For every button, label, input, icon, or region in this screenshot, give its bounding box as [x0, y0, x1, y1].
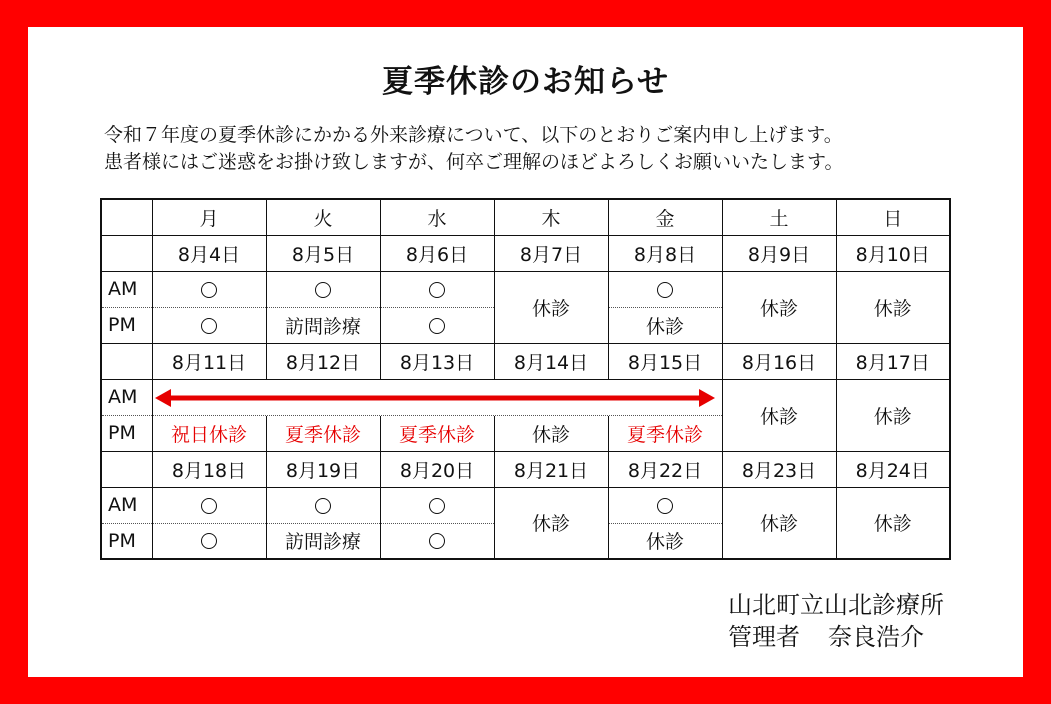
empty-cell: [101, 343, 152, 379]
date-row-week-2: [101, 343, 950, 379]
am-label: AM: [101, 487, 152, 523]
schedule-cell: [608, 271, 722, 307]
empty-cell: [101, 451, 152, 487]
circle-mark-icon: [657, 282, 673, 298]
pm-label: PM: [101, 307, 152, 343]
circle-mark-icon: [201, 318, 217, 334]
schedule-cell: 休診: [608, 307, 722, 343]
summer-closed-cell: 夏季休診: [380, 415, 494, 451]
date-cell: 8月17日: [836, 343, 950, 379]
am-row-week-3: [101, 487, 950, 523]
holiday-closed-cell: 祝日休診: [152, 415, 266, 451]
circle-mark-icon: [429, 318, 445, 334]
date-cell: 8月8日: [608, 235, 722, 271]
intro-line-2: 患者様にはご迷惑をお掛け致しますが、何卒ご理解のほどよろしくお願いいたします。: [104, 151, 844, 173]
schedule-cell: 休診: [608, 523, 722, 559]
schedule-cell: 休診: [722, 271, 836, 343]
schedule-cell: 休診: [836, 271, 950, 343]
summer-closed-cell: 夏季休診: [266, 415, 380, 451]
summer-closed-cell: 夏季休診: [608, 415, 722, 451]
schedule-cell: 休診: [722, 379, 836, 451]
day-thu: 木: [494, 199, 608, 235]
arrow-head-left: [155, 389, 171, 407]
am-label: AM: [101, 379, 152, 415]
schedule-cell: 休診: [722, 487, 836, 559]
schedule-cell: 休診: [836, 487, 950, 559]
manager-name: 奈良浩介: [828, 623, 924, 651]
day-mon: 月: [152, 199, 266, 235]
schedule-cell: [380, 523, 494, 559]
schedule-cell: [380, 487, 494, 523]
circle-mark-icon: [657, 498, 673, 514]
date-cell: 8月7日: [494, 235, 608, 271]
date-cell: 8月6日: [380, 235, 494, 271]
arrow-head-right: [699, 389, 715, 407]
date-cell: 8月20日: [380, 451, 494, 487]
circle-mark-icon: [429, 498, 445, 514]
schedule-cell: [266, 271, 380, 307]
date-row-week-3: [101, 451, 950, 487]
schedule-table: [100, 198, 951, 560]
circle-mark-icon: [429, 533, 445, 549]
circle-mark-icon: [201, 498, 217, 514]
date-cell: 8月12日: [266, 343, 380, 379]
day-sun: 日: [836, 199, 950, 235]
schedule-cell: [380, 307, 494, 343]
closure-period-arrow: [155, 389, 715, 407]
am-label: AM: [101, 271, 152, 307]
date-cell: 8月15日: [608, 343, 722, 379]
am-row-week-1: [101, 271, 950, 307]
schedule-cell: 訪問診療: [266, 307, 380, 343]
date-cell: 8月14日: [494, 343, 608, 379]
schedule-cell: [380, 271, 494, 307]
schedule-cell: 休診: [836, 379, 950, 451]
schedule-cell: [152, 523, 266, 559]
pm-label: PM: [101, 415, 152, 451]
date-cell: 8月9日: [722, 235, 836, 271]
corner-cell: [101, 199, 152, 235]
date-cell: 8月4日: [152, 235, 266, 271]
signature-block: [728, 589, 944, 653]
schedule-cell: 休診: [494, 487, 608, 559]
circle-mark-icon: [315, 498, 331, 514]
date-cell: 8月18日: [152, 451, 266, 487]
circle-mark-icon: [429, 282, 445, 298]
circle-mark-icon: [315, 282, 331, 298]
date-cell: 8月5日: [266, 235, 380, 271]
circle-mark-icon: [201, 282, 217, 298]
schedule-cell: 訪問診療: [266, 523, 380, 559]
date-cell: 8月13日: [380, 343, 494, 379]
day-wed: 水: [380, 199, 494, 235]
schedule-cell: 休診: [494, 271, 608, 343]
schedule-cell: [266, 487, 380, 523]
circle-mark-icon: [201, 533, 217, 549]
date-cell: 8月10日: [836, 235, 950, 271]
date-cell: 8月23日: [722, 451, 836, 487]
pm-label: PM: [101, 523, 152, 559]
closed-cell: 休診: [494, 415, 608, 451]
date-cell: 8月16日: [722, 343, 836, 379]
date-cell: 8月22日: [608, 451, 722, 487]
schedule-cell: [608, 487, 722, 523]
manager-line: [728, 621, 944, 653]
day-header-row: [101, 199, 950, 235]
date-cell: 8月24日: [836, 451, 950, 487]
date-cell: 8月21日: [494, 451, 608, 487]
schedule-cell: [152, 307, 266, 343]
date-cell: 8月19日: [266, 451, 380, 487]
manager-role: 管理者: [728, 623, 800, 651]
day-sat: 土: [722, 199, 836, 235]
day-fri: 金: [608, 199, 722, 235]
day-tue: 火: [266, 199, 380, 235]
schedule-cell: [152, 487, 266, 523]
date-row-week-1: [101, 235, 950, 271]
clinic-name: 山北町立山北診療所: [728, 591, 944, 619]
date-cell: 8月11日: [152, 343, 266, 379]
intro-line-1: 令和７年度の夏季休診にかかる外来診療について、以下のとおりご案内申し上げます。: [104, 124, 843, 146]
notice-title: 夏季休診のお知らせ: [381, 64, 670, 100]
intro-text: [104, 122, 843, 176]
schedule-cell: [152, 271, 266, 307]
empty-cell: [101, 235, 152, 271]
